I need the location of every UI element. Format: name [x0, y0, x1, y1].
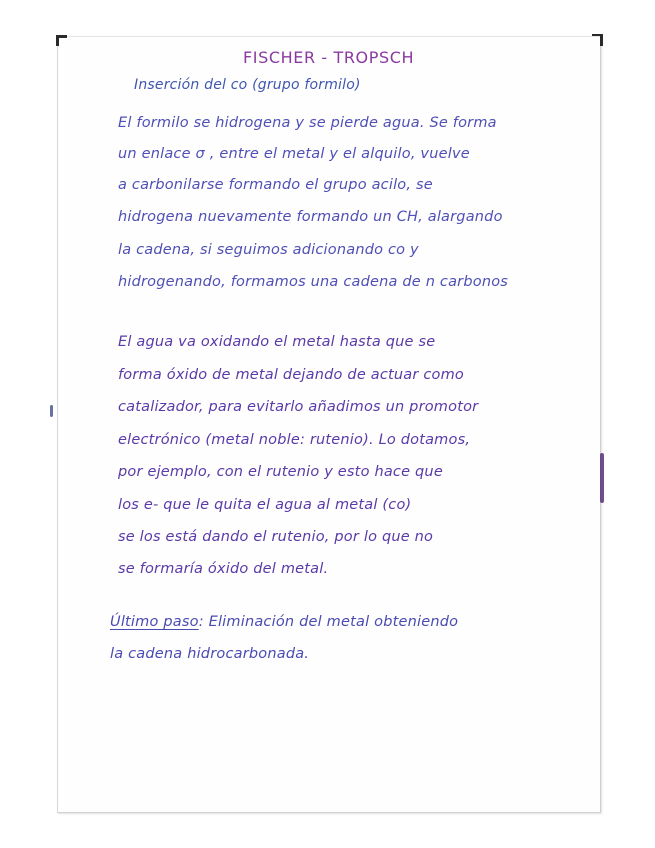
paragraph-1-line: un enlace σ , entre el metal y el alquilo, vuelve: [118, 146, 470, 162]
edge-mark: [600, 453, 604, 503]
notebook-page: [57, 36, 601, 813]
paragraph-1-line: a carbonilarse formando el grupo acilo, se: [118, 177, 433, 193]
paragraph-2-line: catalizador, para evitarlo añadimos un promotor: [118, 399, 479, 415]
step-text: : Eliminación del metal obteniendo: [198, 614, 459, 630]
page-corner-mark: [56, 35, 67, 46]
page-title: FISCHER - TROPSCH: [243, 48, 415, 67]
paragraph-1-line: hidrogena nuevamente formando un CH, alargando: [118, 209, 503, 225]
paragraph-2-line: El agua va oxidando el metal hasta que se: [118, 334, 436, 350]
step-label: Último paso: [110, 614, 199, 630]
section-subtitle: Inserción del co (grupo formilo): [134, 77, 361, 93]
paragraph-1-line: hidrogenando, formamos una cadena de n carbonos: [118, 274, 509, 290]
edge-mark: [50, 405, 53, 417]
paragraph-2-line: electrónico (metal noble: rutenio). Lo dotamos,: [118, 432, 471, 448]
paragraph-3-line: [110, 614, 458, 630]
paragraph-2-line: forma óxido de metal dejando de actuar como: [118, 367, 464, 383]
paragraph-1-line: la cadena, si seguimos adicionando co y: [118, 242, 419, 258]
paragraph-1-line: El formilo se hidrogena y se pierde agua. Se forma: [118, 115, 497, 131]
paragraph-2-line: los e- que le quita el agua al metal (co): [118, 497, 412, 513]
paragraph-2-line: por ejemplo, con el rutenio y esto hace que: [118, 464, 443, 480]
paragraph-3-line: la cadena hidrocarbonada.: [110, 646, 310, 662]
paragraph-2-line: se los está dando el rutenio, por lo que no: [118, 529, 434, 545]
page-corner-mark: [592, 34, 603, 46]
paragraph-2-line: se formaría óxido del metal.: [118, 561, 329, 577]
